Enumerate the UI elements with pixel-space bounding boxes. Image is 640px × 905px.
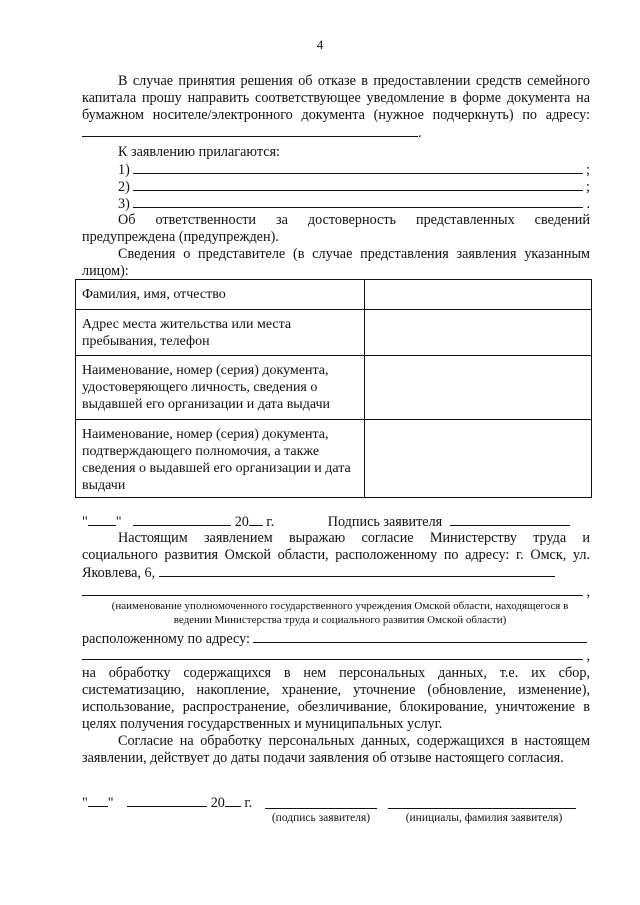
located-at-line-2: , (82, 647, 590, 665)
row-label: Наименование, номер (серия) документа, подтверждающего полномочия, а также сведения о выдавшей его организации и дата выдачи (76, 420, 365, 498)
signature-label: Подпись заявителя (327, 514, 443, 530)
day-field[interactable] (88, 513, 116, 526)
row-label: Фамилия, имя, отчество (76, 280, 365, 310)
attachment-fill-line[interactable] (133, 195, 584, 208)
validity-text: Согласие на обработку персональных данных, содержащихся в настоящем заявлении, действует до даты подачи заявления об отзыве настоящего согласия. (82, 733, 590, 766)
attachment-item-1: 1) ; (118, 162, 590, 178)
attachment-item-2: 2) ; (118, 179, 590, 195)
processing-text: на обработку содержащихся в нем персональных данных, т.е. их сбор, систематизацию, накопление, хранение, уточнение (обновление, изменение), использование, распространение, обезличивание, блокирование, уничтожение в целях получения государственных и муниципальных услуг. (82, 665, 590, 732)
institution-fill-line[interactable] (82, 583, 583, 596)
representative-heading: Сведения о представителе (в случае представления заявления указанным лицом): (82, 246, 590, 279)
institution-line-2: , (82, 583, 590, 601)
date-signature-line: " " 20 г. Подпись заявителя (82, 513, 592, 531)
name-field[interactable] (388, 808, 576, 809)
table-row (76, 280, 592, 310)
signature-field[interactable] (450, 513, 570, 526)
address-fill-line[interactable] (82, 124, 418, 137)
month-field[interactable] (127, 794, 207, 807)
day-field[interactable] (88, 794, 108, 807)
consent-paragraph: Настоящим заявлением выражаю согласие Министерству труда и социального развития Омской области, расположенному по адресу: г. Омск, ул. Яковлева, 6, (82, 530, 590, 581)
row-value-cell[interactable] (365, 356, 592, 420)
table-row (76, 310, 592, 356)
institution-caption: (наименование уполномоченного государственного учреждения Омской области, находящегося в ведении Министерства труда и социального развития Омской области) (111, 600, 569, 626)
page-number: 4 (316, 37, 324, 52)
year-field[interactable] (249, 513, 263, 526)
attachment-item-3: 3) . (118, 196, 590, 212)
located-at-line: расположенному по адресу: (82, 630, 590, 648)
address-fill-line[interactable] (253, 630, 587, 643)
attachment-fill-line[interactable] (133, 178, 583, 191)
month-field[interactable] (133, 513, 231, 526)
row-value-cell[interactable] (365, 280, 592, 310)
row-value-cell[interactable] (365, 420, 592, 498)
date-line-final: " " 20 г. (82, 795, 253, 811)
signature-caption: (подпись заявителя) (271, 812, 371, 824)
signature-field[interactable] (265, 808, 377, 809)
name-caption: (инициалы, фамилия заявителя) (405, 812, 563, 824)
row-label: Адрес места жительства или места пребывания, телефон (76, 310, 365, 356)
refusal-text: В случае принятия решения об отказе в предоставлении средств семейного капитала прошу направить соответствующее уведомление в форме документа на бумажном носителе/электронного документа (нужное подчеркнуть) по адресу: (82, 73, 590, 123)
responsibility-text: Об ответственности за достоверность представленных сведений предупреждена (предупрежден). (82, 212, 590, 245)
year-field[interactable] (225, 794, 241, 807)
attachment-fill-line[interactable] (133, 161, 583, 174)
institution-fill-line[interactable] (159, 564, 555, 577)
table-row (76, 356, 592, 420)
row-value-cell[interactable] (365, 310, 592, 356)
table-row (76, 420, 592, 498)
attachments-heading: К заявлению прилагаются: (118, 144, 280, 160)
representative-table (75, 279, 592, 498)
row-label: Наименование, номер (серия) документа, удостоверяющего личность, сведения о выдавшей его организации и дата выдачи (76, 356, 365, 420)
refusal-paragraph: В случае принятия решения об отказе в предоставлении средств семейного капитала прошу направить соответствующее уведомление в форме документа на бумажном носителе/электронного документа (нужное подчеркнуть) по адресу: . (82, 73, 590, 141)
address-fill-line[interactable] (82, 647, 583, 660)
